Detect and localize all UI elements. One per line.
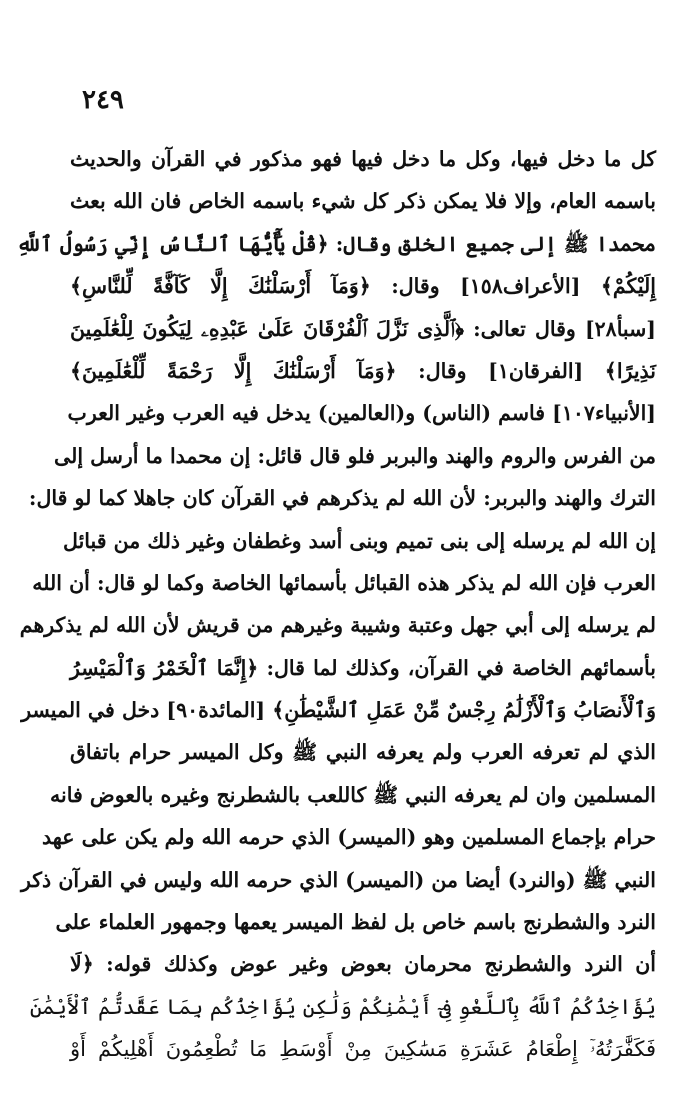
text-line: المسلمين وان لم يعرفه النبي ﷺ كاللعب بالشطرنج وغيره بالعوض فانه — [50, 782, 656, 807]
quran-line: يُؤَاخِذُكُمُ ٱللَّهُ بِٱللَّغْوِ فِىٓ أَيْمَٰنِكُمْ وَلَٰكِن يُؤَاخِذُكُم بِمَا عَقَّدتُّمُ ٱلْأَيْمَٰنَ — [29, 994, 656, 1019]
text-line: أن النرد والشطرنج محرمان بعوض وغير عوض وكذلك قوله: ﴿لَا — [70, 952, 656, 977]
text-line: العرب فإن الله لم يذكر هذه القبائل بأسمائها الخاصة وكما لو قال: أن الله — [32, 570, 656, 595]
text-line: لم يرسله إلى أبي جهل وعتبة وشيبة وغيرهم من قريش لأن الله لم يذكرهم — [19, 613, 656, 638]
quran-line: فَكَفَّٰرَتُهُۥٓ إِطْعَامُ عَشَرَةِ مَسَٰكِينَ مِنْ أَوْسَطِ مَا تُطْعِمُونَ أَهْلِيكُمْ أَوْ — [70, 1037, 656, 1062]
text-line: باسمه العام، وإلا فلا يمكن ذكر كل شيء باسمه الخاص فان الله بعث — [70, 189, 656, 214]
page-number: ٢٤٩ — [82, 85, 124, 115]
text-line: الترك والهند والبربر: لأن الله لم يذكرهم في القرآن كان جاهلا كما لو قال: — [28, 486, 656, 511]
body-text — [16, 138, 657, 1071]
text-line: من الفرس والروم والهند والبربر فلو قال قائل: إن محمدا ما أرسل إلى — [54, 443, 656, 468]
text-line: [الأنبياء١٠٧] فاسم (الناس) و(العالمين) يدخل فيه العرب وغير العرب — [67, 401, 656, 426]
text-line: كل ما دخل فيها، وكل ما دخل فيها فهو مذكور في القرآن والحديث — [70, 147, 656, 171]
text-line: حرام بإجماع المسلمين وهو (الميسر) الذي حرمه الله ولم يكن على عهد — [41, 825, 656, 850]
text-line: بأسمائهم الخاصة في القرآن، وكذلك لما قال: ﴿إِنَّمَا ٱلْخَمْرُ وَٱلْمَيْسِرُ — [70, 655, 656, 680]
text-line: نَذِيرًا﴾ [الفرقان١] وقال: ﴿وَمَآ أَرْسَلْنَٰكَ إِلَّا رَحْمَةً لِّلْعَٰلَمِينَ﴾ — [70, 358, 657, 383]
text-line: النبي ﷺ (والنرد) أيضا من (الميسر) الذي حرمه الله وليس في القرآن ذكر — [20, 867, 656, 892]
text-line: الذي لم تعرفه العرب ولم يعرفه النبي ﷺ وكل الميسر حرام باتفاق — [70, 740, 656, 765]
text-line: وَٱلْأَنصَابُ وَٱلْأَزْلَٰمُ رِجْسٌ مِّنْ عَمَلِ ٱلشَّيْطَٰنِ﴾ [المائدة٩٠] دخل في الميسر — [21, 698, 656, 723]
text-line: إِلَيْكُمْ﴾ [الأعراف١٥٨] وقال: ﴿وَمَآ أَرْسَلْنَٰكَ إِلَّا كَآفَّةً لِّلنَّاسِ﴾ — [70, 274, 656, 299]
text-line: النرد والشطرنج باسم خاص بل لفظ الميسر يعمها وجمهور العلماء على — [55, 910, 656, 935]
text-line: [سبأ٢٨] وقال تعالى: ﴿ٱلَّذِى نَزَّلَ ٱلْفُرْقَانَ عَلَىٰ عَبْدِهِۦ لِيَكُونَ لِلْعَٰلَمِينَ — [70, 316, 656, 341]
text-line: محمدا ﷺ إلى جميع الخلق وقال: ﴿قُلْ يَٰٓأَيُّهَا ٱلنَّاسُ إِنِّي رَسُولُ ٱللَّهِ — [16, 231, 656, 256]
text-line: إن الله لم يرسله إلى بنى تميم وبنى أسد وغطفان وغير ذلك من قبائل — [63, 528, 656, 553]
